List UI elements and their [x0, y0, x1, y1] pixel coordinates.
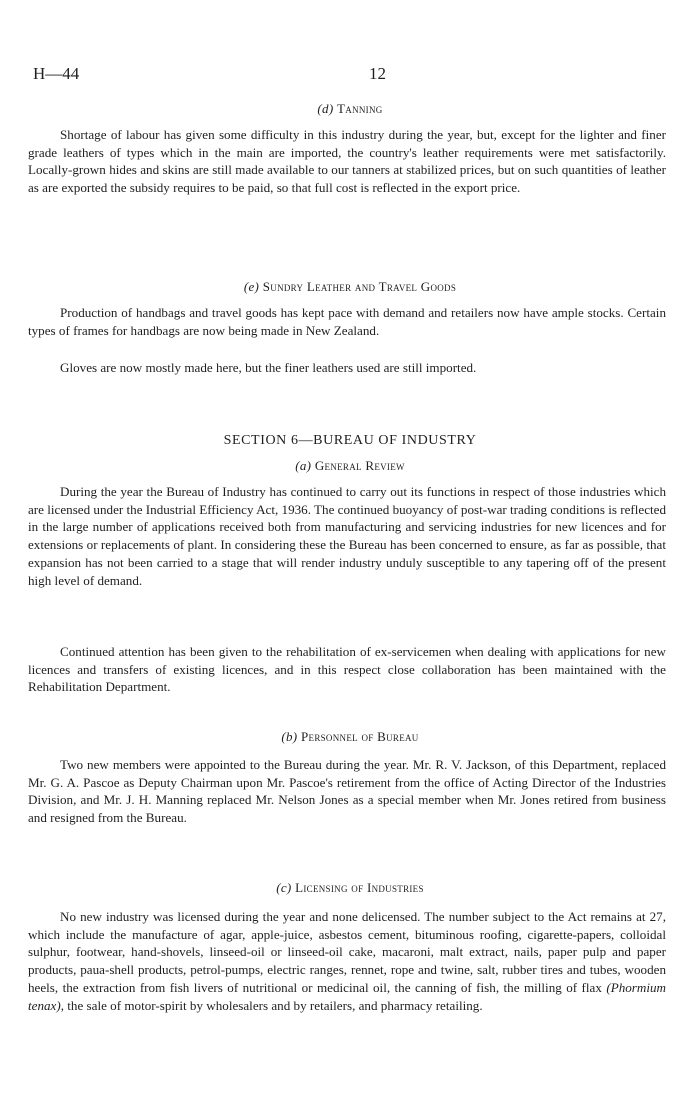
sundry-leather-heading — [0, 279, 700, 295]
heading-letter: (c) — [276, 880, 292, 895]
page-number: 12 — [369, 64, 386, 83]
sundry-leather-paragraph-1: Production of handbags and travel goods has kept pace with demand and retailers now have ample stocks. Certain types of frames for handbags are now being made in New Zealand. — [28, 305, 666, 338]
general-review-paragraph-1: During the year the Bureau of Industry has continued to carry out its functions in respect of those industries which are licensed under the Industrial Efficiency Act, 1936. The continued buoyancy of post-war trading conditions is reflected in the large number of applications received both from manufacturing and servicing industries for new licences and for extensions or replacements of plant. In considering these the Bureau has been concerned to ensure, as far as possible, that expansion has not been carried to a stage that will render industry unduly susceptible to any tapering off of the present high level of demand. — [28, 484, 667, 588]
general-review-heading — [0, 458, 700, 474]
heading-title: Personnel of Bureau — [301, 729, 419, 744]
licensing-heading — [0, 880, 700, 896]
page-header — [33, 64, 667, 88]
heading-letter: (d) — [317, 101, 334, 116]
personnel-paragraph: Two new members were appointed to the Bureau during the year. Mr. R. V. Jackson, of this Department, replaced Mr. G. A. Pascoe as Deputy Chairman upon Mr. Pascoe's retirement from the office of Acting Director of the Industries Division, and Mr. J. H. Manning replaced Mr. Nelson Jones as a special member when Mr. Jones retired from business and resigned from the Bureau. — [28, 757, 666, 826]
section-6-heading: SECTION 6—BUREAU OF INDUSTRY — [223, 433, 477, 448]
sundry-leather-paragraph-2: Gloves are now mostly made here, but the finer leathers used are still imported. — [60, 360, 477, 375]
licensing-italic-term: (Phormium tenax) — [28, 979, 666, 1013]
heading-letter: (a) — [295, 458, 312, 473]
heading-title: Licensing of Industries — [295, 880, 424, 895]
licensing-text: No new industry was licensed during the year and none delicensed. The number subject to the Act remains at 27, which include the manufacture of agar, apple-juice, asbestos cement, bituminous roofing, cigarette-papers, colloidal sulphur, footwear, hand-shovels, linseed-oil or linseed-oil cake, macaroni, malt extract, nails, paper pulp and paper products, paua-shell products, petrol-pumps, electric ranges, rennet, rope and twine, salt, rubber tires and tubes, wooden heels, the extraction from fish livers of nutritional or medicinal oil, the canning of fish, the milling of flax — [28, 909, 666, 995]
document-reference: H—44 — [33, 64, 80, 83]
heading-letter: (e) — [243, 279, 260, 294]
heading-title: Sundry Leather and Travel Goods — [262, 279, 457, 294]
general-review-paragraph-2: Continued attention has been given to the rehabilitation of ex-servicemen when dealing with applications for new licences and transfers of existing licences, and in this respect close collaboration has been maintained with the Rehabilitation Department. — [28, 644, 666, 695]
tanning-heading — [0, 101, 700, 117]
heading-letter: (b) — [281, 729, 298, 744]
licensing-paragraph — [28, 908, 666, 1014]
heading-title: Tanning — [337, 101, 383, 116]
tanning-paragraph: Shortage of labour has given some difficulty in this industry during the year, but, except for the lighter and finer grade leathers of types which in the main are imported, the country's leather requirements were met satisfactorily. Locally-grown hides and skins are still made available to our tanners at stabilized prices, but on such quantities of leather as are exported the subsidy requires to be paid, so that full cost is reflected in the export price. — [28, 127, 666, 196]
licensing-text-end: , the sale of motor-spirit by wholesalers and by retailers, and pharmacy retailing. — [60, 997, 483, 1013]
heading-title: General Review — [314, 458, 405, 473]
personnel-heading — [0, 729, 700, 745]
